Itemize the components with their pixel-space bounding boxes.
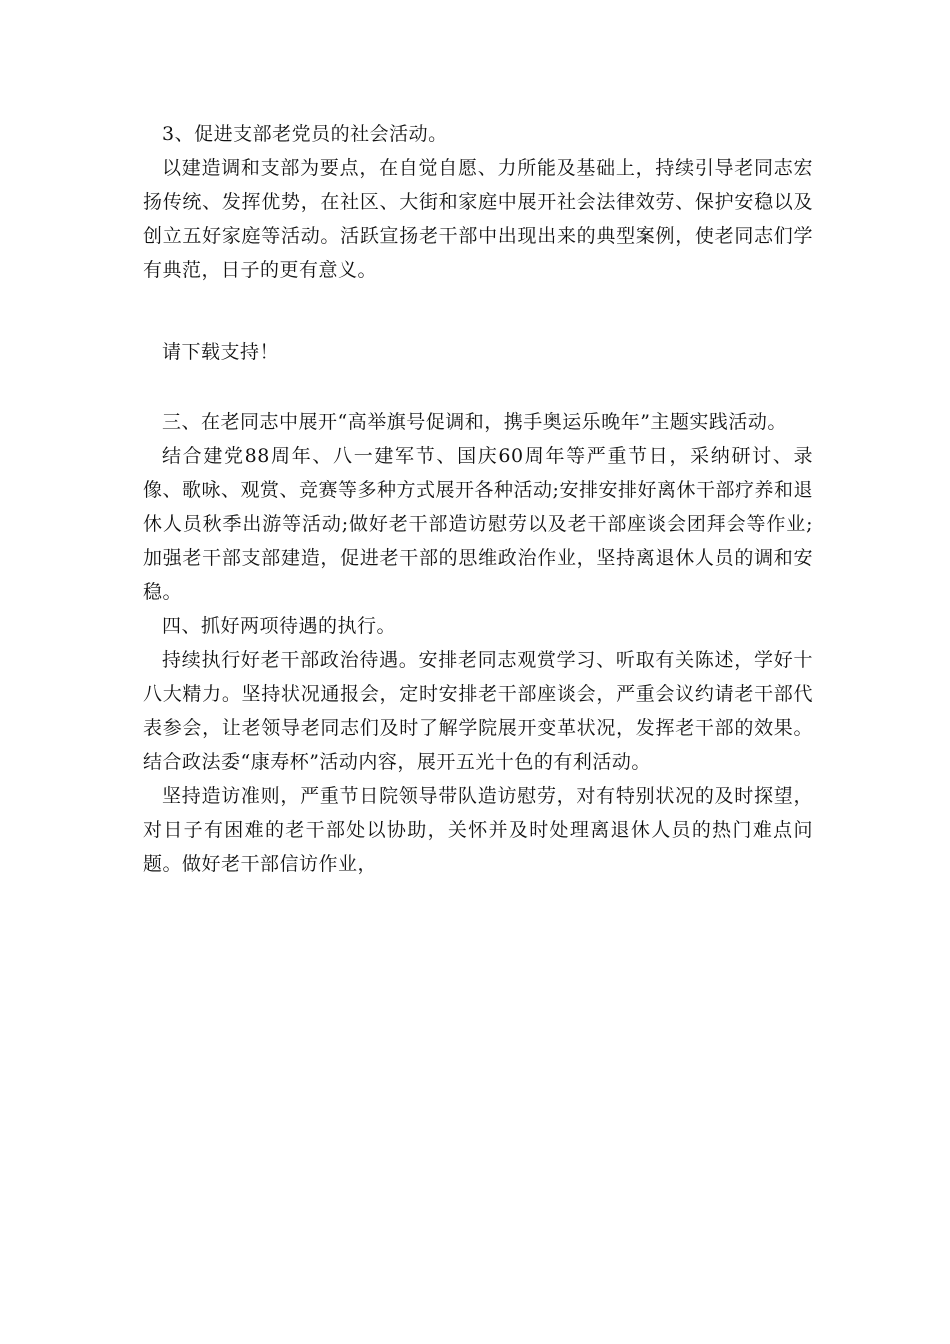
section-paragraph-3: 以建造调和支部为要点，在自觉自愿、力所能及基础上，持续引导老同志宏扬传统、发挥优势，在社区、大街和家庭中展开社会法律效劳、保护安稳以及创立五好家庭等活动。活跃宣扬老干部中出现出来的典型案例，使老同志们学有典范，日子的更有意义。 [143, 157, 813, 281]
section-heading-3: 3、促进支部老党员的社会活动。 [162, 123, 448, 145]
section-paragraph-four-1: 持续执行好老干部政治待遇。安排老同志观赏学习、听取有关陈述，学好十八大精力。坚持状况通报会，定时安排老干部座谈会，严重会议约请老干部代表参会，让老领导老同志们及时了解学院展开变革状况，发挥老干部的效果。结合政法委“康寿杯”活动内容，展开五光十色的有利活动。 [143, 649, 813, 773]
section-heading-four: 四、抓好两项待遇的执行。 [162, 615, 397, 637]
section-paragraph-three: 结合建党88周年、八一建军节、国庆60周年等严重节日，采纳研讨、录像、歌咏、观赏、竞赛等多种方式展开各种活动;安排安排好离休干部疗养和退休人员秋季出游等活动;做好老干部造访慰劳以及老干部座谈会团拜会等作业;加强老干部支部建造，促进老干部的思维政治作业，坚持离退休人员的调和安稳。 [143, 445, 813, 603]
support-note: 请下载支持！ [162, 341, 280, 363]
support-note-block [143, 335, 813, 369]
section-heading-three: 三、在老同志中展开“高举旗号促调和，携手奥运乐晚年”主题实践活动。 [162, 411, 787, 433]
section-social-activities [143, 117, 813, 287]
section-paragraph-four-2: 坚持造访准则，严重节日院领导带队造访慰劳，对有特别状况的及时探望，对日子有困难的老干部处以协助，关怀并及时处理离退休人员的热门难点问题。做好老干部信访作业， [143, 785, 813, 875]
section-practice-and-benefits [143, 405, 813, 881]
